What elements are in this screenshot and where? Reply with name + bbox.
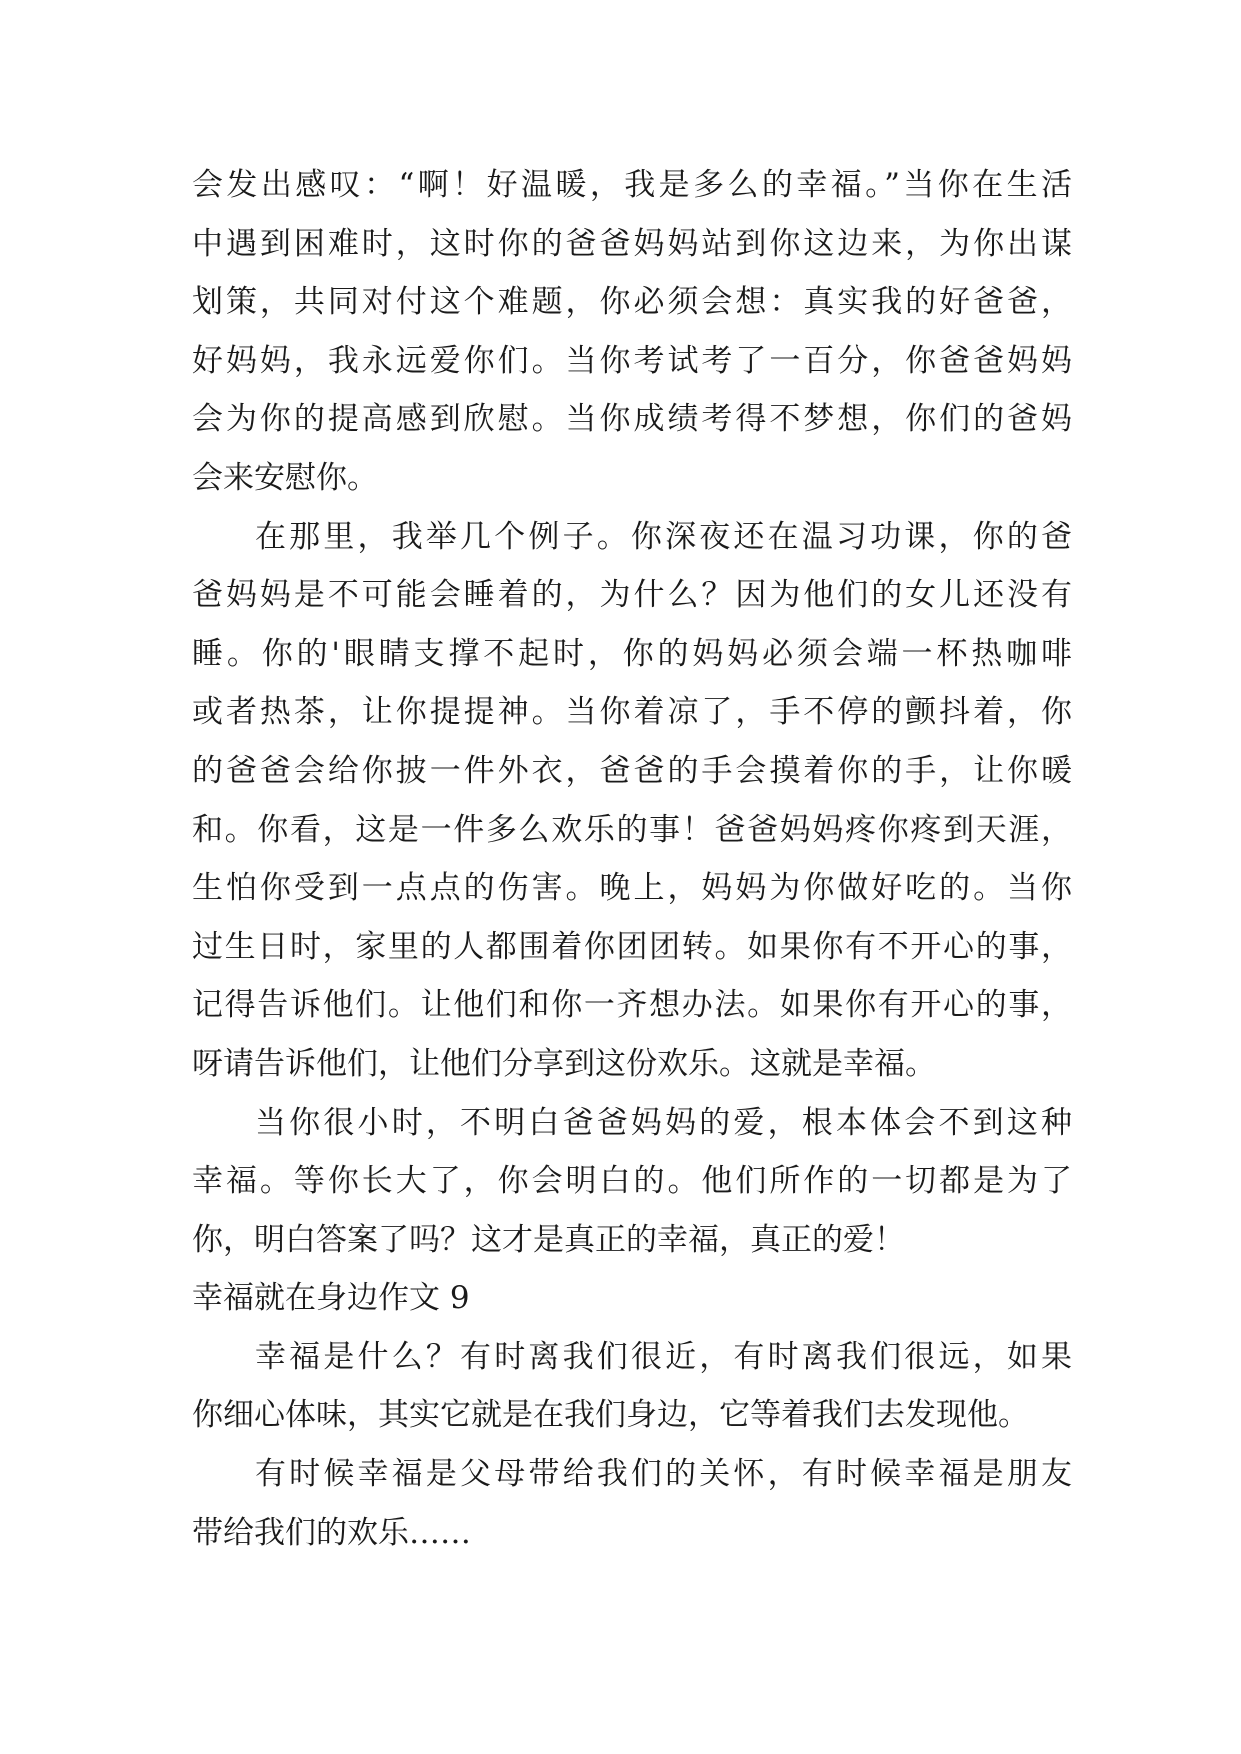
text-line: 中遇到困难时，这时你的爸爸妈妈站到你这边来，为你出谋 [192,225,1072,262]
text-line: 生怕你受到一点点的伤害。晚上，妈妈为你做好吃的。当你 [192,870,1072,907]
text-line: 你，明白答案了吗？这才是真正的幸福，真正的爱！ [192,1221,905,1258]
text-line: 的爸爸会给你披一件外衣，爸爸的手会摸着你的手，让你暖 [192,752,1072,789]
section-heading [192,1269,1072,1328]
heading-text: 幸福就在身边作文 9 [192,1280,470,1317]
text-line: 会来安慰你。 [192,459,378,496]
paragraph-4 [192,1328,1072,1445]
paragraph-3 [192,1094,1072,1270]
text-line: 当你很小时，不明白爸爸妈妈的爱，根本体会不到这种 [255,1104,1072,1141]
text-line: 或者热茶，让你提提神。当你着凉了，手不停的颤抖着，你 [192,694,1072,731]
text-line: 划策，共同对付这个难题，你必须会想：真实我的好爸爸， [192,284,1072,321]
paragraph-2 [192,508,1072,1094]
paragraph-1 [192,156,1072,508]
text-line: 好妈妈，我永远爱你们。当你考试考了一百分，你爸爸妈妈 [192,342,1072,379]
text-line: 幸福是什么？有时离我们很近，有时离我们很远，如果 [255,1338,1072,1375]
document-body [192,156,1072,1562]
text-line: 呀请告诉他们，让他们分享到这份欢乐。这就是幸福。 [192,1045,936,1082]
paragraph-5 [192,1445,1072,1562]
text-line: 有时候幸福是父母带给我们的关怀，有时候幸福是朋友 [255,1456,1072,1493]
text-line: 会发出感叹：“啊！好温暖，我是多么的幸福。”当你在生活 [192,167,1072,203]
text-line: 带给我们的欢乐…… [192,1514,471,1551]
text-line: 和。你看，这是一件多么欢乐的事！爸爸妈妈疼你疼到天涯， [192,811,1072,848]
text-line: 过生日时，家里的人都围着你团团转。如果你有不开心的事， [192,928,1072,965]
text-line: 你细心体味，其实它就是在我们身边，它等着我们去发现他。 [192,1397,1029,1434]
text-line: 爸妈妈是不可能会睡着的，为什么？因为他们的女儿还没有 [192,577,1072,614]
text-line: 记得告诉他们。让他们和你一齐想办法。如果你有开心的事， [192,987,1072,1024]
text-line: 睡。你的'眼睛支撑不起时，你的妈妈必须会端一杯热咖啡 [192,635,1072,672]
text-line: 在那里，我举几个例子。你深夜还在温习功课，你的爸 [255,518,1072,555]
text-line: 会为你的提高感到欣慰。当你成绩考得不梦想，你们的爸妈 [192,401,1072,438]
text-line: 幸福。等你长大了，你会明白的。他们所作的一切都是为了 [192,1163,1072,1200]
